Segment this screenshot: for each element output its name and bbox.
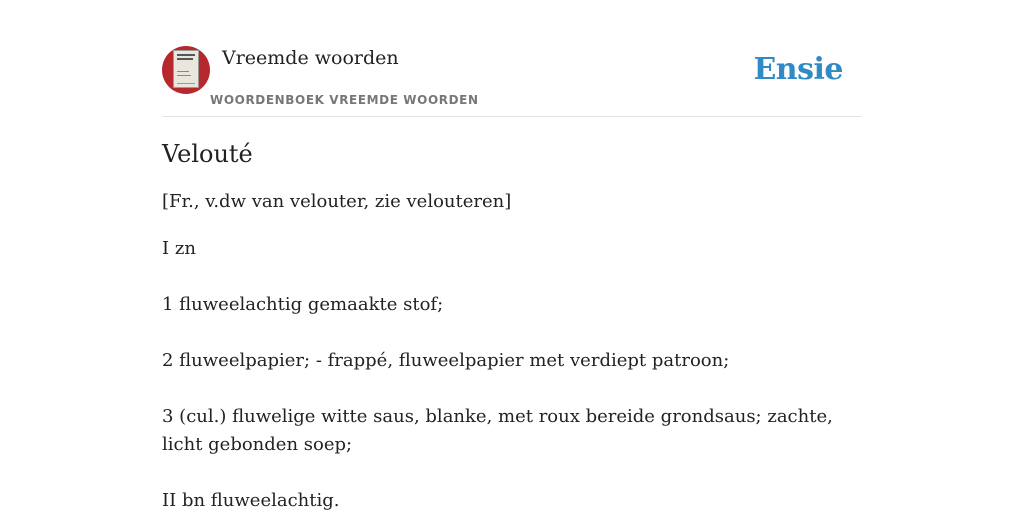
entry-etymology: [Fr., v.dw van velouter, zie velouteren]	[162, 191, 512, 212]
book-cover	[173, 50, 199, 88]
ensie-logo[interactable]: Ensie	[753, 52, 843, 87]
entry-title: Velouté	[162, 140, 253, 168]
definition-line: 2 fluweelpapier; - frappé, fluweelpapier met verdiept patroon;	[162, 350, 730, 371]
definition-line: II bn fluweelachtig.	[162, 490, 340, 511]
definition-line: I zn	[162, 238, 196, 259]
definition-line: 1 fluweelachtig gemaakte stof;	[162, 294, 444, 315]
definition-line: 3 (cul.) fluwelige witte saus, blanke, met roux bereide grondsaus; zachte, licht gebonden soep;	[162, 406, 833, 455]
site-header	[162, 44, 862, 117]
entry-definition	[162, 235, 862, 512]
site-title[interactable]: Vreemde woorden	[222, 47, 399, 69]
entry-content	[162, 136, 862, 512]
site-subtitle: WOORDENBOEK VREEMDE WOORDEN	[210, 93, 479, 107]
book-cover-icon[interactable]	[162, 46, 210, 94]
